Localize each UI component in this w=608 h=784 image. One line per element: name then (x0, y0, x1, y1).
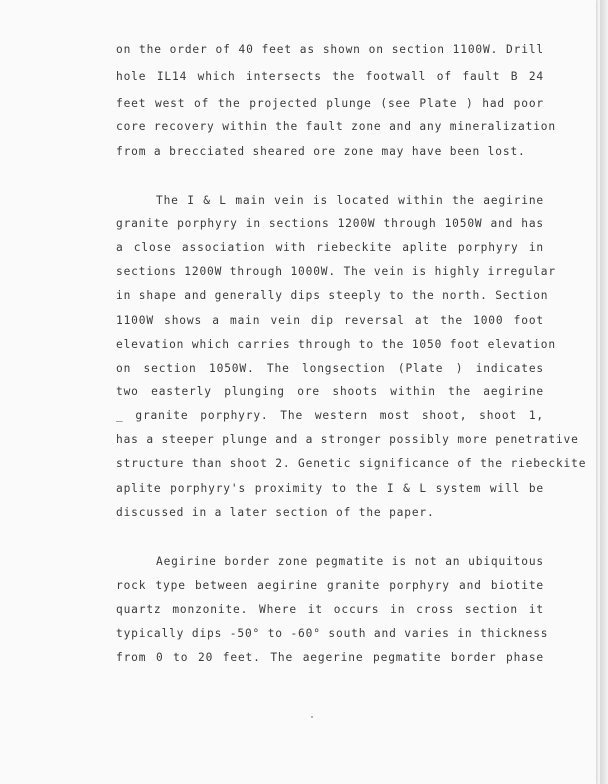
text-line: granite porphyry in sections 1200W through 1050W and has (116, 217, 544, 230)
text-line-indent: Aegirine border zone pegmatite is not an ubiquitous (156, 555, 544, 568)
text-line: feet west of the projected plunge (see Plate ) had poor (116, 97, 544, 110)
text-line: on section 1050W. The longsection (Plate ) indicates (116, 362, 544, 375)
scan-speck (311, 716, 313, 718)
text-line: from a brecciated sheared ore zone may have been lost. (116, 145, 526, 158)
text-line: quartz monzonite. Where it occurs in cross section it (116, 603, 544, 616)
text-line: from 0 to 20 feet. The aegerine pegmatite border phase (116, 651, 544, 664)
text-line: hole IL14 which intersects the footwall of fault B 24 (116, 70, 544, 83)
text-line: core recovery within the fault zone and any mineralization (116, 120, 556, 133)
text-line: has a steeper plunge and a stronger possibly more penetrative (116, 433, 579, 446)
text-line: elevation which carries through to the 1050 foot elevation (116, 338, 556, 351)
text-line: on the order of 40 feet as shown on section 1100W. Drill (116, 43, 544, 56)
page-edge-shadow (600, 0, 608, 784)
text-line: discussed in a later section of the paper. (116, 506, 435, 519)
text-line: rock type between aegirine granite porphyry and biotite (116, 579, 544, 592)
text-line-indent: The I & L main vein is located within the aegirine (156, 194, 544, 207)
text-line: structure than shoot 2. Genetic significance of the riebeckite (116, 457, 587, 470)
text-line: 1100W shows a main vein dip reversal at the 1000 foot (116, 314, 544, 327)
text-line: aplite porphyry's proximity to the I & L system will be (116, 482, 544, 495)
text-line: in shape and generally dips steeply to the north. Section (116, 289, 549, 302)
text-line: sections 1200W through 1000W. The vein is highly irregular (116, 265, 556, 278)
text-line: _ granite porphyry. The western most shoot, shoot 1, (116, 409, 544, 422)
text-line: typically dips -50° to -60° south and varies in thickness (116, 627, 549, 640)
text-line: two easterly plunging ore shoots within the aegirine (116, 385, 544, 398)
text-line: a close association with riebeckite aplite porphyry in (116, 241, 544, 254)
